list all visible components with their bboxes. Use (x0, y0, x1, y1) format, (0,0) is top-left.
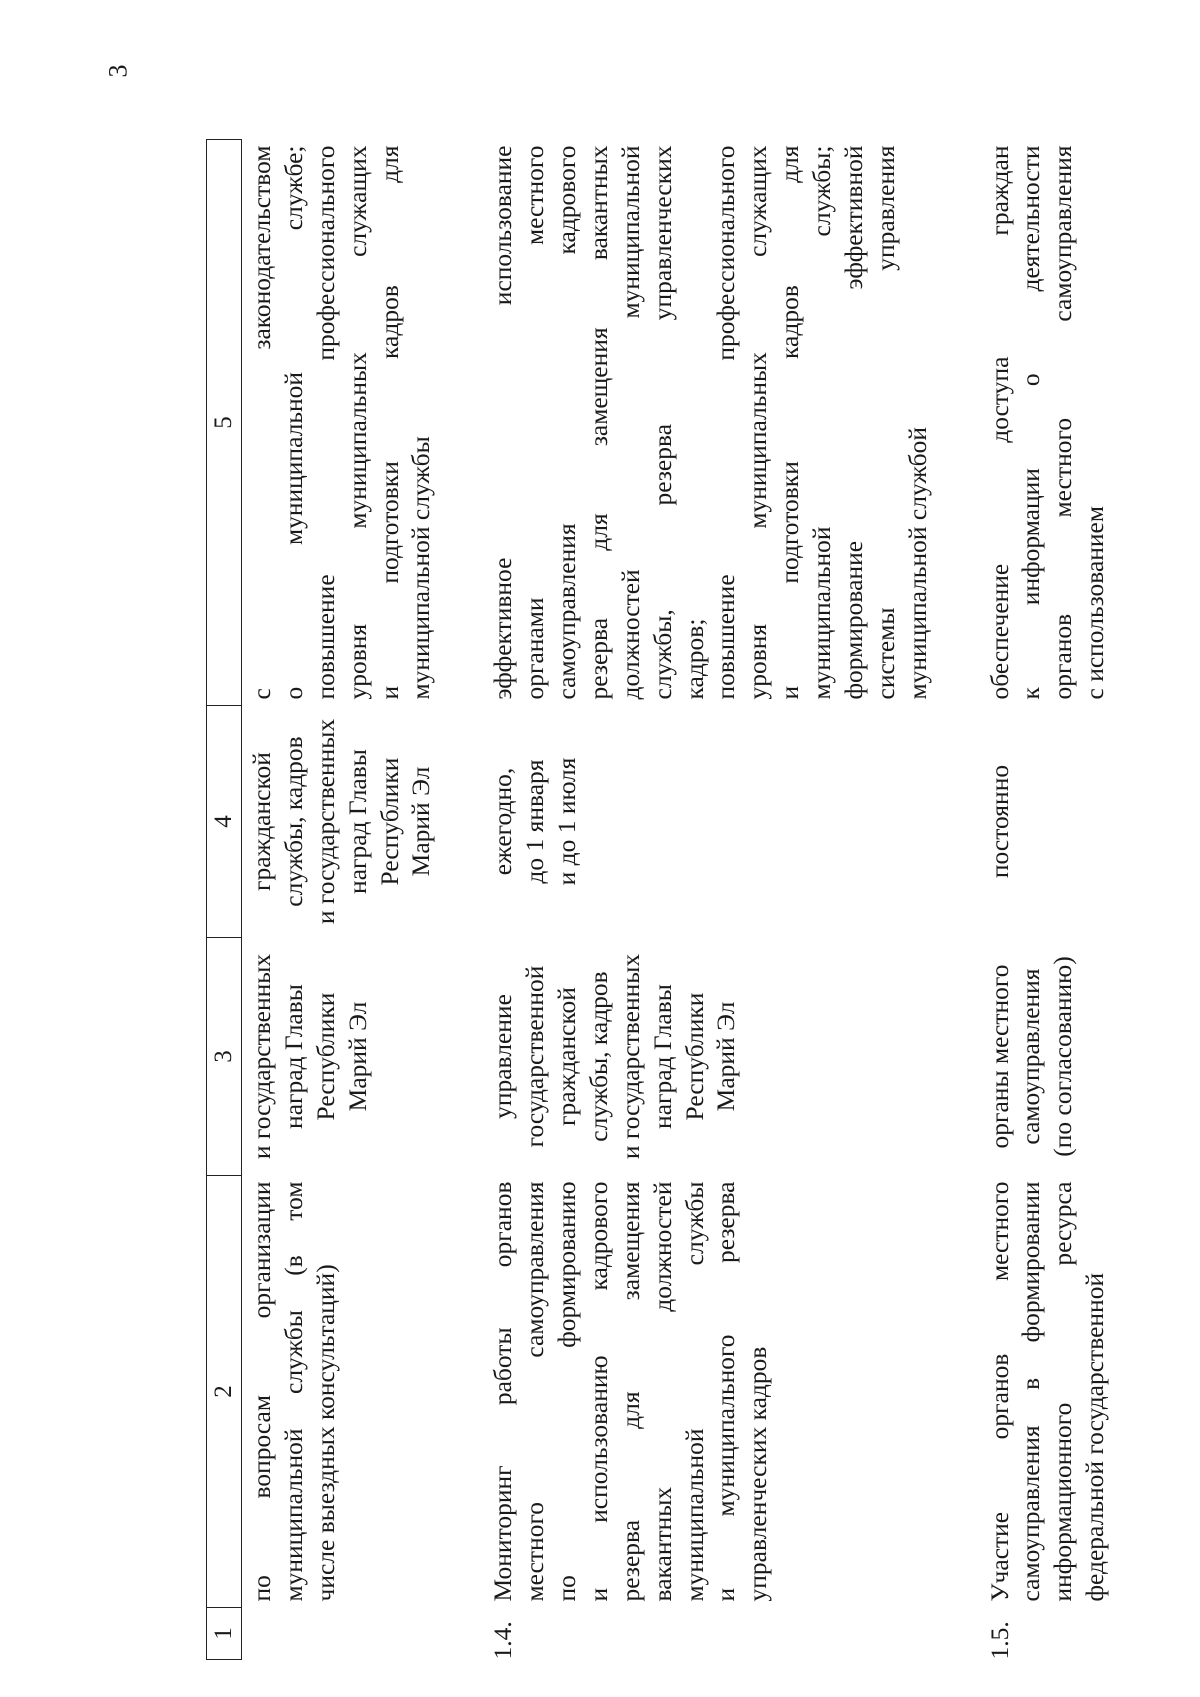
cell-line: органов местного самоуправления (1048, 145, 1078, 700)
header-col-2: 2 (207, 1176, 242, 1608)
cell-line: системы управления (870, 145, 900, 700)
cell-col4 (481, 706, 933, 938)
cell-line: резерва для замещения (615, 1181, 645, 1602)
page-number: 3 (103, 64, 133, 78)
cell-col3 (242, 938, 438, 1176)
cell-line: и государственных (310, 718, 340, 925)
cell-line: и подготовки кадров для (775, 145, 805, 700)
cell-line: самоуправления (1016, 968, 1046, 1145)
cell-line: (по согласованию) (1048, 956, 1078, 1157)
cell-line: гражданской (247, 752, 276, 891)
cell-line: органы местного (984, 964, 1014, 1149)
cell-line: федеральной государственной (1080, 1272, 1110, 1602)
cell-line: Участие органов местного (984, 1181, 1014, 1602)
cell-line: уровня муниципальных служащих (743, 145, 773, 700)
cell-line: по формированию (552, 1181, 581, 1602)
cell-line: самоуправления кадрового (552, 145, 581, 700)
cell-col5 (481, 140, 933, 706)
cell-line: самоуправления в формировании (1016, 1181, 1046, 1602)
header-col-5: 5 (207, 140, 242, 706)
table-rotator (206, 140, 1110, 1660)
measures-table (206, 139, 1111, 1660)
cell-line: муниципальной службы (в том (278, 1181, 308, 1602)
header-col-3: 3 (207, 938, 242, 1176)
cell-line: к информации о деятельности (1016, 145, 1046, 700)
header-col-4: 4 (207, 706, 242, 938)
cell-line: наград Главы (342, 749, 372, 894)
cell-col2 (242, 1176, 438, 1608)
cell-line: постоянно (984, 764, 1014, 879)
cell-line: гражданской (552, 987, 581, 1126)
cell-line: должностей муниципальной (615, 145, 645, 700)
cell-line: ежегодно, (488, 767, 518, 876)
cell-line: и муниципального резерва (711, 1181, 741, 1602)
row-number: 1.4. (488, 1621, 518, 1660)
cell-line: формирование эффективной (838, 145, 868, 700)
cell-line: Мониторинг работы органов (488, 1181, 518, 1602)
cell-line: Марий Эл (711, 1001, 741, 1112)
cell-line: муниципальной службы; (807, 145, 836, 700)
cell-line: местного самоуправления (520, 1181, 550, 1602)
cell-line: с законодательством (247, 145, 276, 700)
cell-col2 (481, 1176, 933, 1608)
cell-line: службы, резерва управленческих (647, 145, 677, 700)
cell-line: уровня муниципальных служащих (342, 145, 372, 700)
row-number: 1.5. (984, 1621, 1014, 1660)
cell-line: муниципальной службы (679, 1181, 709, 1602)
cell-line: и государственных (247, 953, 276, 1160)
cell-line: с использованием (1080, 505, 1110, 700)
cell-line: муниципальной службы (406, 436, 436, 700)
cell-line: эффективное использование (488, 145, 518, 700)
table-header-row (207, 140, 242, 1660)
table-row (978, 140, 1112, 1660)
header-col-1: 1 (207, 1608, 242, 1660)
cell-line: и использованию кадрового (583, 1181, 613, 1602)
cell-line: службы, кадров (583, 971, 613, 1142)
cell-line: о муниципальной службе; (278, 145, 308, 700)
cell-line: и государственных (615, 953, 645, 1160)
cell-line: управленческих кадров (743, 1346, 773, 1602)
cell-line: государственной (520, 965, 550, 1148)
cell-line: и подготовки кадров для (374, 145, 404, 700)
cell-line: Республики (679, 992, 709, 1121)
cell-line: числе выездных консультаций) (310, 1264, 340, 1602)
cell-col3 (978, 938, 1112, 1176)
cell-col4 (242, 706, 438, 938)
cell-line: по вопросам организации (247, 1181, 276, 1602)
cell-line: Марий Эл (406, 766, 436, 877)
cell-line: Республики (310, 992, 340, 1121)
cell-line: Республики (374, 757, 404, 886)
cell-line: информационного ресурса (1048, 1181, 1078, 1602)
cell-line: резерва для замещения вакантных (583, 145, 613, 700)
table-body (242, 140, 1112, 1660)
cell-line: наград Главы (278, 984, 308, 1129)
cell-line: управление (488, 994, 518, 1119)
cell-col2 (978, 1176, 1112, 1608)
cell-line: до 1 января (520, 759, 550, 884)
row-gap (437, 140, 481, 1660)
row-number (242, 1608, 438, 1660)
cell-line: органами местного (520, 145, 550, 700)
table-row (242, 140, 438, 1660)
cell-line: муниципальной службой (902, 426, 932, 700)
cell-line: повышение профессионального (310, 145, 340, 700)
cell-line: вакантных должностей (647, 1181, 677, 1602)
cell-line: обеспечение доступа граждан (984, 145, 1014, 700)
cell-col4 (978, 706, 1112, 938)
cell-line: наград Главы (647, 984, 677, 1129)
cell-line: повышение профессионального (711, 145, 741, 700)
row-gap (934, 140, 978, 1660)
cell-col5 (242, 140, 438, 706)
cell-col5 (978, 140, 1112, 706)
table-row (481, 140, 933, 1660)
cell-line: службы, кадров (278, 736, 308, 907)
cell-line: кадров; (679, 618, 709, 700)
cell-line: Марий Эл (342, 1001, 372, 1112)
cell-col3 (481, 938, 933, 1176)
cell-line: и до 1 июля (552, 757, 581, 886)
